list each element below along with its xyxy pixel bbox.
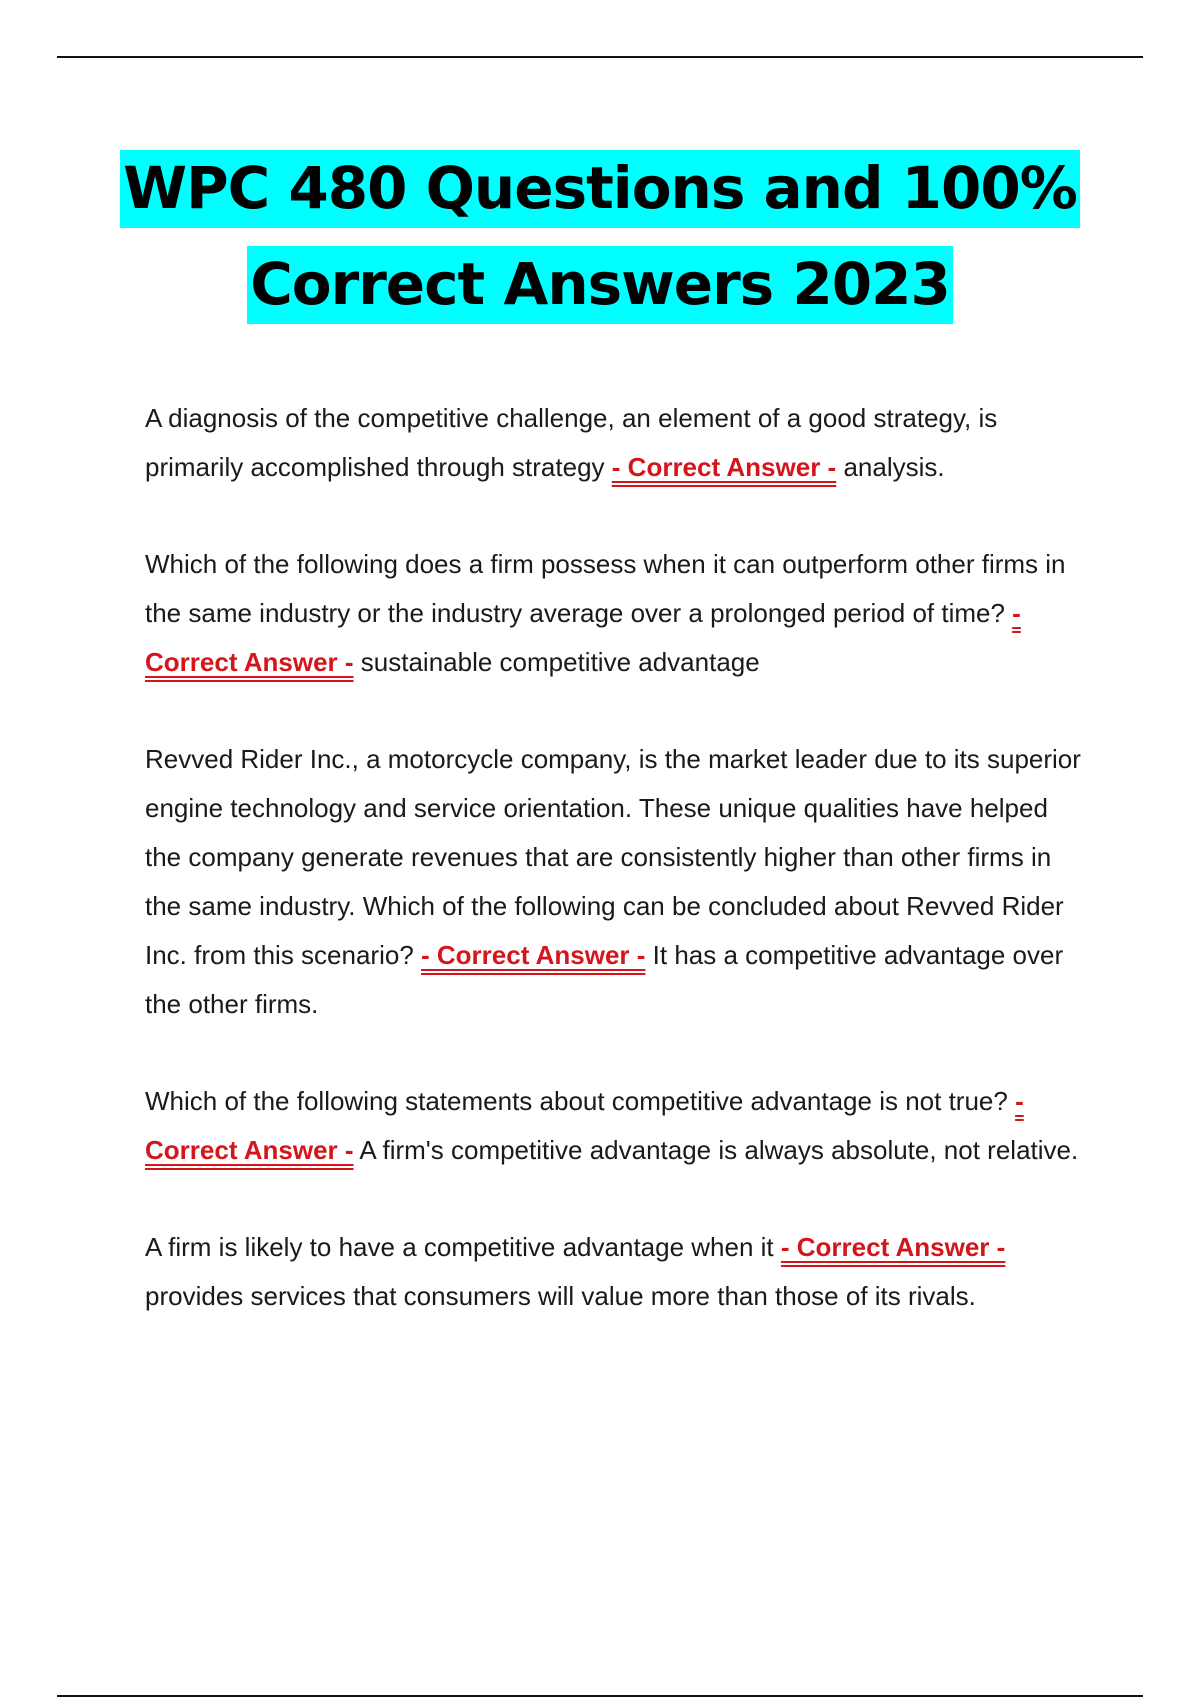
qa-item-2 [145, 540, 1090, 687]
header-rule [57, 56, 1143, 58]
qa-item-4 [145, 1077, 1090, 1175]
answer-text: analysis. [843, 452, 945, 482]
correct-answer-marker: - Correct Answer - [145, 1086, 1024, 1165]
title-line-2: Correct Answers 2023 [247, 246, 953, 324]
answer-text: sustainable competitive advantage [360, 647, 760, 677]
question-text: Revved Rider Inc., a motorcycle company, is the market leader due to its superior engine technology and service orientation. These unique qualities have helped the company generate revenues that are consistently higher than other firms in the same industry. Which of the following can be concluded about Revved Rider Inc. from this scenario? [145, 744, 1081, 970]
question-text: A diagnosis of the competitive challenge, an element of a good strategy, is primarily accomplished through strategy [145, 403, 998, 482]
answer-text: It has a competitive advantage over the other firms. [145, 940, 1064, 1019]
document-title [0, 140, 1200, 332]
qa-list [145, 394, 1090, 1369]
title-line-1: WPC 480 Questions and 100% [120, 150, 1080, 228]
answer-text: A firm's competitive advantage is always absolute, not relative. [359, 1135, 1079, 1165]
qa-item-1 [145, 394, 1090, 492]
question-text: Which of the following does a firm possess when it can outperform other firms in the same industry or the industry average over a prolonged period of time? [145, 549, 1066, 628]
qa-item-5 [145, 1223, 1090, 1321]
qa-item-3 [145, 735, 1090, 1029]
correct-answer-marker: - Correct Answer - [780, 1232, 1006, 1262]
correct-answer-marker: - Correct Answer - [145, 598, 1021, 677]
answer-text: provides services that consumers will value more than those of its rivals. [145, 1281, 976, 1311]
footer-rule [57, 1695, 1143, 1697]
correct-answer-marker: - Correct Answer - [421, 940, 646, 970]
question-text: A firm is likely to have a competitive advantage when it [145, 1232, 774, 1262]
question-text: Which of the following statements about competitive advantage is not true? [145, 1086, 1008, 1116]
correct-answer-marker: - Correct Answer - [611, 452, 837, 482]
